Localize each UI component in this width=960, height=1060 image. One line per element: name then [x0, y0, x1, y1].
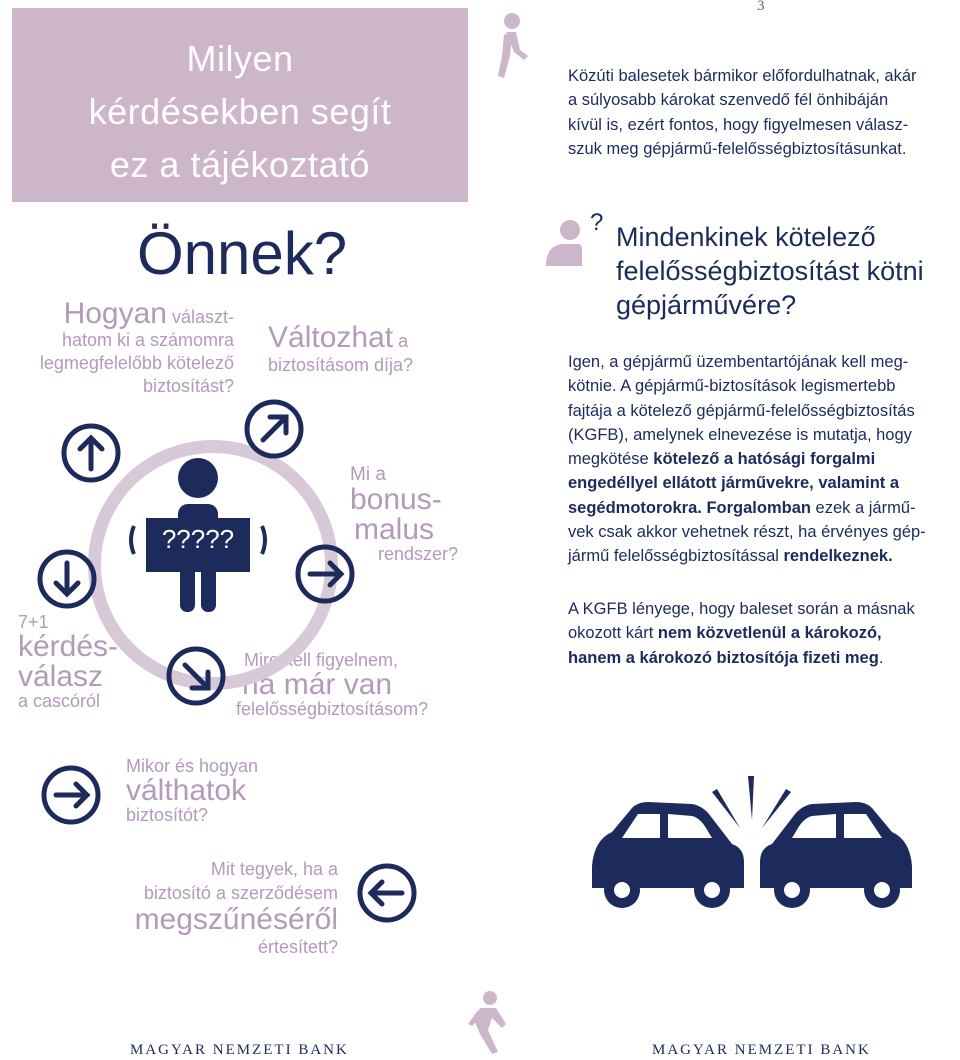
question-megszunes: Mit tegyek, ha a biztosító a szerződésem megszűnéséről értesített?: [134, 859, 338, 957]
paragraph-essence: A KGFB lényege, hogy baleset során a másnak okozott kárt nem közvetlenül a károkozó, hanem a károkozó biztosítója fizeti meg.: [568, 600, 915, 667]
arrow-right-icon-2[interactable]: [40, 764, 102, 826]
question-person-icon: [540, 210, 614, 272]
sign-text: ?????: [161, 524, 235, 554]
question-casco: 7+1 kérdés- válasz a cascóról: [18, 612, 119, 711]
question-valtozhat: Változhat a biztosításom díja?: [268, 321, 414, 375]
arrow-right-icon[interactable]: [294, 543, 356, 605]
section-heading: Mindenkinek kötelező felelősségbiztosítást kötni gépjárművére?: [616, 222, 924, 320]
car-crash-illustration: [572, 770, 932, 930]
title-box: [12, 8, 468, 202]
footer-right: MAGYAR NEMZETI BANK: [652, 1042, 871, 1058]
running-person-icon-bottom: [466, 990, 510, 1056]
page-title: Milyen kérdésekben segít ez a tájékoztató: [88, 38, 392, 185]
page-number: 3: [757, 0, 765, 14]
question-mikor: Mikor és hogyan válthatok biztosítót?: [126, 756, 259, 825]
arrow-up-right-icon[interactable]: [243, 398, 305, 460]
onnek-heading: Önnek?: [137, 220, 348, 287]
arrow-up-icon[interactable]: [60, 422, 122, 484]
intro-paragraph: Közúti balesetek bármikor előfordulhatnak, akár a súlyosabb károkat szenvedő fél önhibáján kívül is, ezért fontos, hogy figyelmesen válasz- szuk meg gépjármű-felelősségbiztosításunkat.: [568, 67, 917, 158]
arrow-down-right-icon[interactable]: [165, 645, 227, 707]
svg-text:?: ?: [590, 210, 604, 236]
running-person-icon: [490, 12, 532, 82]
footer-left: MAGYAR NEMZETI BANK: [130, 1042, 349, 1058]
question-figyelnem: Mire kell figyelnem, ha már van felelősségbiztosításom?: [236, 650, 429, 719]
paragraph-kgfb: Igen, a gépjármű üzembentartójának kell meg- kötnie. A gépjármű-biztosítások legismertebb fajtája a kötelező gépjármű-felelősségbiztosítás (KGFB), amelynek elnevezése is mutatja, hogy megkötése kötelező a hatósági forgalmi engedéllyel ellátott járművekre, valamint a segédmotorokra. Forgalomban ezek a jármű- vek csak akkor vehetnek részt, ha érvényes gép- jármű felelősségbiztosítással rendelkeznek.: [568, 353, 926, 566]
arrow-left-icon[interactable]: [356, 862, 418, 924]
question-bonus-malus: Mi a bonus- malus rendszer?: [350, 464, 458, 564]
arrow-down-icon[interactable]: [36, 548, 98, 610]
question-hogyan: Hogyan választ- hatom ki a számomra legmegfelelőbb kötelező biztosítást?: [39, 297, 234, 396]
